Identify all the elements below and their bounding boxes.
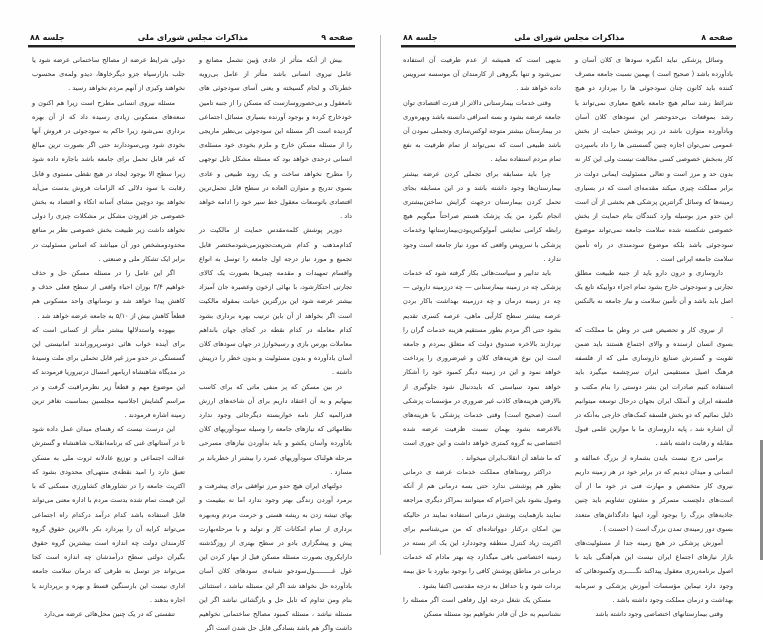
header-rule	[28, 45, 355, 48]
page-header	[30, 30, 353, 44]
paragraph: وسائل پزشکی نباید انگیزه سودها ی کلان آسان و بادآورده باشد ( صحیح است ) بهمین نسبت جامعه مصرف کننده باید کانون چنان سودجوئی ها را بپردازد دو هیچ شرائط رشد سالم هیچ جامعه باهیچ معیاری نمی‌تواند یا رشد بموقعات بی‌حدوحصر این سودهای کلان آسان وبادآورده متوازن باشد در زیر پوشش حمایت از بخش عمومی نمی‌توان اجازه چنین گسستنی ها را داد باسپردن کار به‌بخش خصوصی کسی مخالفت نیست ولی این کار نه بدون حد و مرز است و تعالی مسئولیت ایمانی دولت در برابر مملکت چیزی میکند مقدمه‌ای است که در بسیاری زمینه‌ها که وسائل گرانترین پزشکی هم بخشی از آن است این حدو مرز بوسیله وارد کنندگان بنام حمایت از بخش خصوصی شکسته شده سلامت جامعه نمی‌تواند موضوع سودجوئی باشد بلکه موضوع سودمندی در راه تأمین سلامت جامعه ایرانی است .	[575, 56, 733, 263]
paragraph: بیهوده واستدلالها بیشتر متأثر از کسانی است که برای آینده خواب هائی دوسرپروراندند امانیستی این گسستگی در حدو مرز غیر قابل تحملی برای ملت وسیدهٔ در مدیگاه شاهنشاه اریامهر امسال درتیروریا فرمودند که این موضوع مهم و قطعاً زیر نظرمراقبت گرفت و در مراسم گشایش اجلاسیه مجلسین بمناسبت تغافر ترین زمینه اشاره فرمودند .	[31, 325, 185, 420]
paragraph: برامبی درج نیست بایدن بشماره از بزرگ عمالقه و انسانی و میدان دیدیم که در برابر خود در هر زمینه داریم نیروی کار متخصص و مهارت فنی در خود ما از آن است‌های دلچسب متمرکز و مشئون تشاویم باید چنین جاذبه‌های بزرگ را بوجود آورد اینها دادگذاش‌های متعدد بسوی دور زمینه‌ی تمدن بزرگ است ( احسنت ) .	[575, 453, 733, 533]
page-header	[403, 30, 733, 44]
column-right	[575, 53, 733, 621]
column-right	[199, 53, 352, 635]
paragraph: دراکثر روستاهای مملکت خدمات عرضه ی درمانی بطور هم پوششی ندارد حتی بسه درمانی هم از آنکه وصول بشود باین احترام که میتوانند بمراکز دیگری مراجعه نمایند بازهمایت پوشش درمانی استفاده نمایند در حالیکه بین امکان درکنار دوواتناده‌ای که من می‌شناسم برای اکثریت زیاد کنترل منطقه وجوددارد این یک اثر بسته در زمینه اختصاصی باقی میگذارد چه بهتر مادام که خدمات درمانی در مناطق پوشش کافی را بوجود بیاورد با حق بیمه بردات شود و یا حداقل به درجه مقدسی اکتفا بشود .	[403, 467, 561, 590]
paragraph: دولتهای ایران هیچ حدو مرز توافقی برای پیشرفت و برمرد آوردن زندگی بهتر وجود ندارد اما نه بیقیمت و بهای تیشه زدن به ریشه هستی و حرمت مردم وبه‌بهره برداری از تمام امکانات کار و تولید و با مرحله‌بهارت پیش و پیشگزاری بادو در سطح بهتری از روزگذشته دارایکروی بصورت مسئله مسکن قبل از مهار کردن این غول غـــــــــول‌سودجو شبانه‌ی سودهای کلان آسان بادآورده حل نخواهد شد اگر این مسئله نباشد ، استثنائی بنام ومن تداوم که تابل حل و بازگشائی نباشد اگر این مسئله نباشد ، مسئله کمبود مصالح ساختمانی نخواهیم داشت واگر هم باشد بسادگی قابل حل شدن است اگر	[199, 482, 352, 633]
paragraph: مسکن یک شغل درجه اول رفاهی است اگر مسئله را نشناسیم به حل آن قادر نخواهیم بود مسئله مسکن	[403, 595, 561, 618]
paragraph: آموزش پزشکی در هیچ زمینه جدا از مسئولیت‌های بازار نیازهای اجتماع ایران نیست این هم‌آهنگی باید با اصول برنامه‌ریزی معقول پیداکند نگـــــری وکمبودهائی که وجود دارد تیماین مؤسسات آموزش پزشکی و سرمایه بهداشت و درمان مملکت وجود داشته باشد .	[575, 538, 733, 604]
paragraph: وقتی خدمات بیمارستانی دالاتر از قدرت اقتصادی توان جامعه عرضه بشود و بسه اسرافی دانسته باشد وبهره‌وری در بیمارستان بیشتر متوجه لوکس‌سازی وتجملی نمودن آن باشد طبیعی است که نمی‌تواند از تمام ظرفیت به نفع تمام مردم استفاده نماید .	[403, 98, 561, 164]
column-left	[403, 53, 561, 621]
paragraph: دولی شرایط عرضه از مصالح ساختمانی عرضه شود یا جلب بازارسیاه جزو دیگرخاوها، دیدو ولمه‌ی محسوب نخواهند وکیزی از آنهم مردم نخواهد رسید .	[32, 56, 185, 93]
paragraph: چرا باید مسابقه برای تجملی کردن عرضه بیشتر بیمارستان‌ها وجود داشته باشد و در این مسابقه بجای تحمل کردن بیمارستان درجهت گرایش ساختن‌بیشتری انجام نگیرد من یک پزشک هستم صراحتاً میگویم هیچ رابطه کرامی نمایشی آمولوکس‌بودن‌بیمارستانها وخدمات پزشکی با سرویس واقعی که مورد نیاز جامعه است وجود ندارد .	[403, 169, 561, 263]
text-columns	[32, 53, 352, 635]
paragraph: بدیهی است که همیشه از عدم ظرفیت آن استفاده نمی‌شود و تنها بگروهی از کارمندان آن موسسه سرویس داده خواهد شد .	[403, 56, 561, 93]
header-rule	[401, 45, 736, 48]
paragraph: بیش از آنکه متأثر از عادی ؤبین تشمل مصانع و عامل نیروی انسانی باشد متأثر از عامل بی‌رویه خطرناک و لجام گسیخته و یعنی آسای سودجوئی های نامعقول و بی‌حصوروسازست که مسکن را از جنبه تامین خودخارج کرده و بوجود آورنده بسیاری مسائل اجتماعی گردیده است اگر مسئله این سودجوئی بی‌نظیر ماریجی را از مسئله مسکن خارج و ملزم بخودی خود مسئله‌ی انسانی درحدی خواهد بود که مسئله مشکل تابل توجهی را مطرح نخواهد ساخت و یک روند طبیعی و عادی بسوی تدریج و متوازن العاده در سطح قابل تحمل‌ترین اقتصادی باتوسعات معقول خط سیر خود را ادامه خواهد داد .	[199, 56, 352, 221]
session-number: جلسه ۸۸	[30, 32, 65, 42]
page-number: صفحه ۸	[701, 32, 733, 42]
paragraph: داروسازی و درون دارو باید از جنبه طبیعت مطلق تجارتی و سودجوئی خارج بشود تمام اجزاء دواییکه تابع یک اصل باید باشد و آن تأمین سلامت و نیاز جامعه نه بالنکس .	[575, 269, 733, 320]
publication-title: مذاکرات مجلس شورای ملی	[137, 32, 249, 42]
page-number: صفحه ۹	[321, 32, 353, 42]
paragraph: این درست نیست که رهنمای میدان عمل داده شود تا در آستانهای غنی که برنامه‌انقلاب شاهنشاه و گسترش عدالت اجتماعی و توزیع عادلانه ثروت ملی به مسکن تعبق دارد را امید نقطه‌ی منتهی‌ای محدودی بشود که اکثریت جامعه را در تشاورهای کشاورزی مسکنی که با این قیمت تمام شده بدست مردم با اداره معنی می‌تواند قابل استفاده باشد کدام درآمد درکدام راه اجتماعی می‌تواند کرایه آن را بپردازد بکر بالاترین حقوق گروه کارمندان دولت چه اندازه است بیشترین گروه حقوق بگیران دولتی سطح درآمدشان چه اندازه است کجا می‌تواند جز توسل به طرقی که درمان سلامت جامعه اداری نیست این بارسنگین قسط و بهره و برپردازند یا اجاره بدهند .	[32, 425, 185, 604]
paragraph: اگر این عامل را در مسئله مسکن حل و حذف خواهیم ۳/۴ بوزان احیاء واقعی از سطح فعلی حذف و کاهش پیدا خواهد شد و نوسانهای واحد مسکونی هم قطعاً کاهش بیش از ۵/۱۰ به جامعه عرضه خواهد شد .	[32, 269, 186, 320]
paragraph: در بین مسکن که پر منفی ماتی که برای کاسب بینهایم و به آن اعتقاد داریم برای آن شاخه‌های ارزش قدرالمیه کنار نامه خواربسته دیگرجائی وجود ندارد نظامهائی که نیازهای جامعه را وسیله سودآوریهای کلان بادآورده وآسان یکشو و باید بدآوردن نیازهای مسرحی مرحله هولناک سودآوریهای عمرد را بیشتر از خطرباند بر مسازد .	[199, 382, 352, 476]
paragraph: دوزیر پوشش کلمه‌مقدس حمایت از مالکیت در کدام‌مذهب و کدام شریعت‌تجویزمی‌شودمختصر قابل تجمیع و مورد نیاز درجه اول جامعه را توسل به انواع واقسام تمهیدات و مقدمه چینی‌ها بصورت یک کالای تجارتی احتکارشود، با بهائی ازخون وعصیره جان آمیزاد بیشتر عرضه شود این بزرگترین خیانت بمقوله مالکیت است اگر بخواهد از آن باین ترتیب بهره برداری بشود کدام معامله در کدام نقطه در کجای جهان بانداهم معاملات بورس بازی و رسیخوارژ در جهان سودهای کلان آسان بادآورده و بدون مسئولیت و بدون خطر را درپیش داشته .	[199, 226, 352, 377]
paragraph: تنفستی که در یک چنین محل‌هائی عرضه می‌دارد	[43, 609, 175, 618]
right-page	[381, 0, 763, 618]
session-number: جلسه ۸۸	[403, 32, 438, 42]
paragraph: باید تدابیر و سیاست‌هائی بکار گرفته شود که خدمات پزشکی چه در زمینه بیمارستانی — چه درزمینه داروئی — چه در زمینه درمان و چه درزمینه بهداشت باکار بردن عرصه بیشتر سطح کارآیی ماهی، عرصه کسری تقدیم بشود حتی اگر مردم بطور مستقیم هزینه خدمات گران را نپردازند بالاخره صندوق دولت که متعلق بمردم و جامعه است این نوع هزینه‌های کلان و غیرضروری را پرداخت خواهد نمود و این در زمینه دیگر کمبود خود را آشکار خواهد نمود سیاستی که بایددنبال شود جلوگیری از بالارفتن هزینه‌های کاذب غیر ضروری در مؤسسات پزشکی است (صحیح است) وقتی خدمات پزشکی با هزینه‌های بالاعرضه بشود بهمان نسبت ظرفیت عرضه شده اختصاصی به گروه کمتری خواهد داشت و این جوری است که ما شاهد آن انقلاب‌ایران میخواند .	[403, 269, 561, 462]
paragraph: مسئله نیروی انسانی مطرح است زیرا هم اکنون و سعه‌های مسکونی زیادی رسیده داد که از آن بهره برداری نمی‌شود زیرا حاکم به سودجوئی در فروش آنها بخودی شود وبی‌سوددارند حتی اگر بصورت ترین مبالغ که غیر قابل تحمل برای جامعه باشد باجاره داده شود زیرا سطح الا بوجود ایجاد در هیچ نقطی مستوی و قابل رقابت با سود دلالی که الزامات فروش بدست می‌آید نخواهد بود دوچین مشای آسانه اتکاء و اقتصاد به بخش خصوصی جز افزودن مشکل بر مشکلات چیزی را دولی نخواهد داشت زیر طبیعت بخش خصوصی نظر بر منافع محدودومشخص دور آن میباشد که اساس مسئولیت در برابر ایک تشکار ملی و صنعتی .	[32, 98, 185, 263]
paragraph: وقتی بیمارستانهای اختصاصی وجود داشته باشد	[595, 609, 723, 618]
publication-title: مذاکرات مجلس شورای ملی	[514, 32, 625, 42]
column-left	[32, 53, 185, 635]
left-page	[0, 0, 381, 633]
paragraph: از نیروی کار و تحصیص فنی در وطن ما مملکت که بسوی انسان ارسنده و والای اجتماع هستند باید ضمن تقویت و گسترش صنایع داروسازی ملی که از فلسفه فرهنگ اصیل مستقیمی ایران سرچشمه میگیرد باید استفاده کنیم صادرات این بشر دوستی را بنام مکتب و فلسفه ایران و آنملک ایران بجهان درحال توسعه میتوانیم ذلیل نمائیم که دو بخش فلسفه کمک‌های خارجی به‌آنکه در آن اشاره شد ، پایه داروسازی ما با موازین علمی قبول مقابله و رقابت داشته باشد .	[575, 325, 733, 448]
text-columns	[403, 53, 733, 621]
